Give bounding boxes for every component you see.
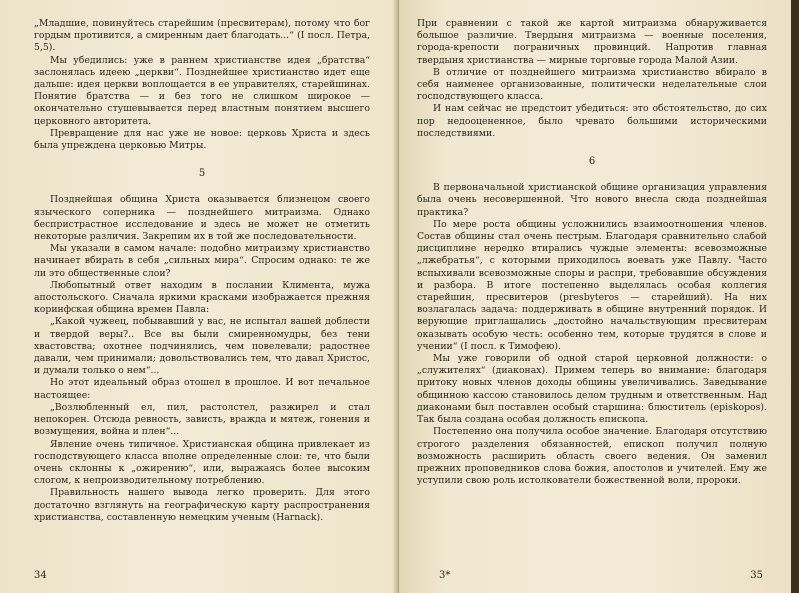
- page-number: 35: [750, 570, 763, 581]
- paragraph: Мы указали в самом начале: подобно митраизму христианство начинает вбирать в себя „сильных мира“. Спросим однако: те же ли это общественные слои?: [34, 243, 370, 279]
- paragraph: Мы убедились: уже в раннем христианстве идея „братства“ заслонялась идеею „церкви“. Позднейшее христианство идет еще дальше: идея церкви воплощается в ее управителях, старейшинах. Понятие братства — и без того не слишком широкое — окончательно стушевывается перед властным понятием высшего церковного авторитета.: [34, 54, 370, 127]
- paragraph: Явление очень типичное. Христианская община привлекает из господствующего класса вполне определенные слои: те, что были очень склонны к „ожирению“, или, выражаясь более высоким слогом, к непроизводительному потреблению.: [34, 438, 370, 487]
- page-number: 34: [34, 570, 47, 581]
- paragraph: Постепенно она получила особое значение. Благодаря отсутствию строгого разделения обязанностей, епископ получил полную возможность расширить область своего ведения. Он заменил прежних проповедников слова божия, апостолов и учителей. Ему же уступили свою роль истолкователи божественной воли, пророки.: [417, 426, 767, 487]
- paragraph: Правильность нашего вывода легко проверить. Для этого достаточно взглянуть на географическую карту распространения христианства, составленную немецким ученым (Harnack).: [34, 487, 370, 523]
- paragraph: Но этот идеальный образ отошел в прошлое. И вот печальное настоящее:: [34, 377, 370, 401]
- paragraph: Любопытный ответ находим в послании Климента, мужа апостольского. Сначала яркими красками изображается прежняя коринфская община времен Павла:: [34, 279, 370, 316]
- paragraph: В отличие от позднейшего митраизма христианство вбирало в себя наименее организованные, политически неделательные слои господствующего класса.: [417, 66, 767, 103]
- section-heading: 5: [198, 168, 206, 180]
- paragraph: При сравнении с такой же картой митраизма обнаруживается большое различие. Твердыня митраизма — военные поселения, города-крепости пограничных провинций. Напротив главная твердыня христианства — мирные торговые города Малой Азии.: [417, 18, 767, 66]
- paragraph: По мере роста общины усложнились взаимоотношения членов. Состав общины стал очень пестрым. Благодаря сравнительно слабой дисциплине нередко втирались чуждые элементы: всевозможные „лжебратья“, с которыми приходилось воевать уже Павлу. Часто вспыхивали всевозможные споры и распри, требовавшие обсуждения и разбора. В итоге постепенно выделялась особая коллегия старейшин, пресвитеров (presbyteros — старейший). На них возлагалась задача: поддерживать в общине внутренний порядок. И верующие приглашались „достойно начальствующим пресвитерам оказывать особую честь: особенно тем, которые трудятся в слове и учении“ (I посл. к Тимофею).: [417, 218, 767, 352]
- section-heading: 6: [588, 156, 596, 168]
- paragraph: И нам сейчас не предстоит убедиться: это обстоятельство, до сих пор недооцененное, было чревато большими историческими последствиями.: [417, 103, 767, 139]
- paragraph: „Младшие, повинуйтесь старейшим (пресвитерам), потому что бог гордым противится, а смиренным дает благодать...“ (I посл. Петра, 5,5).: [34, 18, 370, 54]
- left-page-text: [34, 18, 370, 524]
- paragraph: В первоначальной христианской общине организация управления была очень несовершенной. Что нового внесла сюда позднейшая практика?: [417, 182, 767, 218]
- signature-mark: 3*: [439, 570, 451, 581]
- right-page-text: [417, 18, 767, 487]
- paragraph: Превращение для нас уже не новое: церковь Христа и здесь была упреждена церковью Митры.: [34, 127, 370, 152]
- quote-paragraph: „Какой чужеец, побывавший у вас, не испытал вашей доблести и твердой веры?.. Все вы были смиренномудры, без тени хвастовства; охотнее подчинялись, чем повелевали; радостнее давали, чем принимали; довольствовались тем, что давал Христос, и думали только о нем“...: [34, 316, 370, 377]
- left-page: [0, 0, 399, 593]
- right-page: [399, 0, 791, 593]
- page-edge: [791, 0, 799, 593]
- paragraph: Позднейшая община Христа оказывается близнецом своего языческого соперника — позднейшего митраизма. Однако беспристрастное исследование и здесь не может не отметить некоторые различия. Закрепим их в той же последовательности.: [34, 194, 370, 243]
- quote-paragraph: „Возлюбленный ел, пил, растолстел, разжирел и стал непокорен. Отсюда ревность, зависть, вражда и мятеж, гонения и возмущения, война и плен“...: [34, 401, 370, 438]
- paragraph: Мы уже говорили об одной старой церковной должности: о „служителях“ (диаконах). Примем теперь во внимание: благодаря притоку новых членов доходы общины увеличивались. Заведывание общинною кассою становилось делом трудным и ответственным. Над диаконами был поставлен особый старшина: блюститель (episkopos). Так была создана особая должность епископа.: [417, 353, 767, 426]
